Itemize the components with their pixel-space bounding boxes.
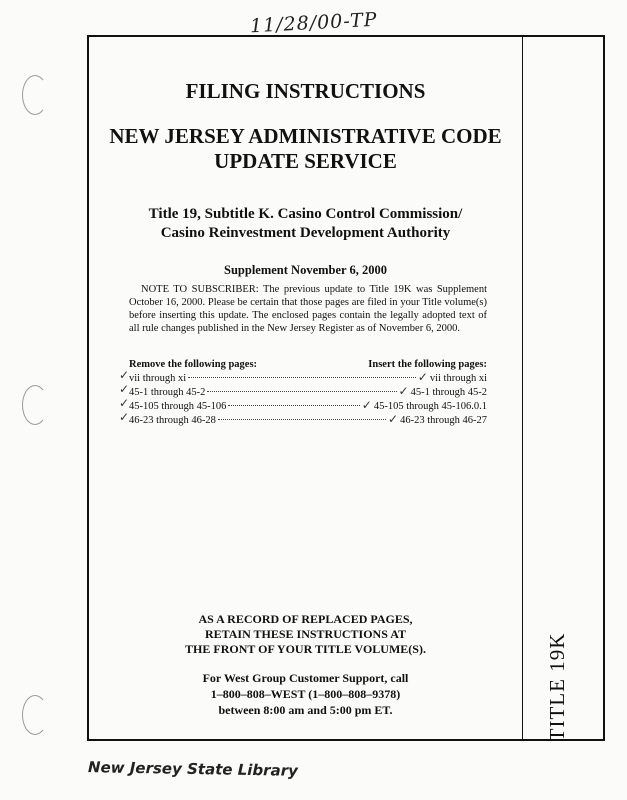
instruction-sheet <box>87 35 605 741</box>
support-hours: between 8:00 am and 5:00 pm ET. <box>218 703 393 717</box>
dot-leader <box>207 391 396 392</box>
code-title-line: NEW JERSEY ADMINISTRATIVE CODE <box>109 124 502 148</box>
handwritten-date-note: 11/28/00-TP <box>249 8 379 38</box>
checkmark-icon: ✓ <box>119 368 130 382</box>
checkmark-icon: ✓ <box>119 382 130 396</box>
subtitle-line: Casino Reinvestment Development Authority <box>160 225 451 241</box>
dot-leader <box>228 405 359 406</box>
code-title-line: UPDATE SERVICE <box>214 149 397 173</box>
document-title: FILING INSTRUCTIONS <box>185 79 426 103</box>
insert-header: Insert the following pages: <box>368 359 487 370</box>
remove-header: Remove the following pages: <box>129 359 258 370</box>
checkmark-icon: ✓ <box>119 410 130 424</box>
page-list-header <box>129 359 487 370</box>
support-phone: 1–800–808–WEST (1–800–808–9378) <box>210 687 401 701</box>
page-list <box>119 359 487 427</box>
checkmark-icon: ✓ <box>361 398 372 412</box>
insert-pages: 45-105 through 45-106.0.1 <box>373 401 487 412</box>
remove-pages: 45-105 through 45-106 <box>129 401 227 412</box>
checkmark-icon: ✓ <box>398 384 409 398</box>
page-row <box>119 410 487 427</box>
dot-leader <box>188 377 416 378</box>
page-row <box>119 368 487 385</box>
remove-pages: 46-23 through 46-28 <box>129 415 216 426</box>
code-title <box>89 124 522 174</box>
library-stamp: New Jersey State Library <box>87 758 299 780</box>
retain-line: THE FRONT OF YOUR TITLE VOLUME(S). <box>185 642 426 656</box>
customer-support <box>89 670 522 718</box>
checkmark-icon: ✓ <box>417 370 428 384</box>
checkmark-icon: ✓ <box>119 396 130 410</box>
insert-pages: vii through xi <box>429 373 487 384</box>
punch-hole <box>22 75 48 115</box>
remove-pages: vii through xi <box>129 373 187 384</box>
page-row <box>119 382 487 399</box>
title-tab-label: TITLE 19K <box>544 632 569 742</box>
retain-line: AS A RECORD OF REPLACED PAGES, <box>198 612 413 626</box>
page-row <box>119 396 487 413</box>
instruction-content <box>89 37 522 739</box>
dot-leader <box>218 419 386 420</box>
subtitle-line: Title 19, Subtitle K. Casino Control Commission/ <box>148 206 463 222</box>
support-line: For West Group Customer Support, call <box>202 671 409 685</box>
subscriber-note: NOTE TO SUBSCRIBER: The previous update to Title 19K was Supplement October 16, 2000. Please be certain that those pages are filed in your Title volume(s) before inserting this update. The enclosed pages contain the legally adopted text of all rule changes published in the New Jersey Register as of November 6, 2000. <box>129 284 487 334</box>
insert-pages: 45-1 through 45-2 <box>410 387 487 398</box>
remove-pages: 45-1 through 45-2 <box>129 387 206 398</box>
retain-line: RETAIN THESE INSTRUCTIONS AT <box>204 627 407 641</box>
supplement-date: Supplement November 6, 2000 <box>224 263 387 277</box>
punch-hole <box>22 385 48 425</box>
retain-instructions <box>89 612 522 657</box>
punch-hole <box>22 695 48 735</box>
subtitle <box>89 205 522 243</box>
checkmark-icon: ✓ <box>388 412 399 426</box>
tab-divider <box>522 37 523 739</box>
insert-pages: 46-23 through 46-27 <box>400 415 487 426</box>
